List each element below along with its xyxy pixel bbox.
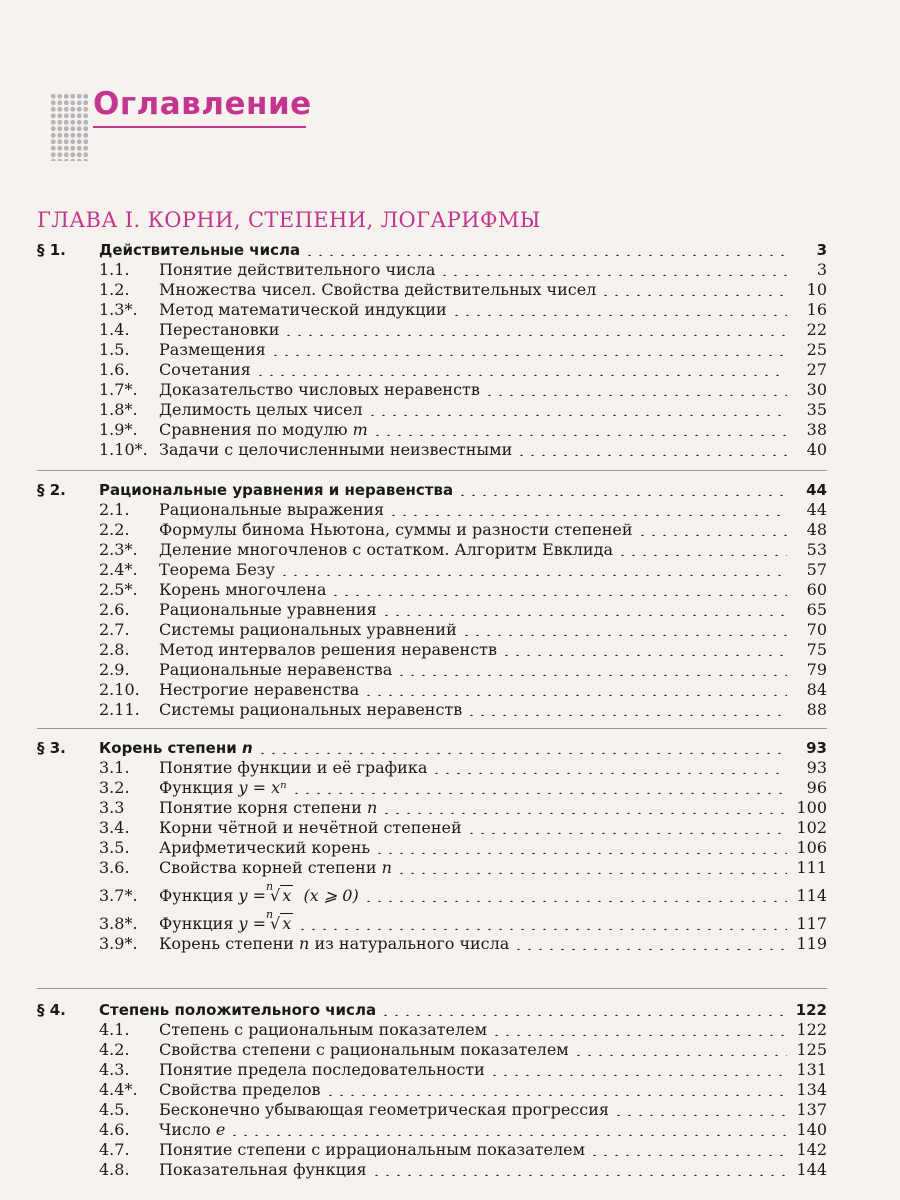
- page-number: 60: [806, 580, 827, 599]
- radicand: x: [282, 914, 292, 933]
- title-text: Множества чисел. Свойства действительных чисел: [159, 280, 597, 299]
- title-text: Арифметический корень: [159, 838, 371, 857]
- dot-leader: [439, 264, 787, 276]
- entry-title: [159, 1120, 225, 1140]
- title-text: Теорема Безу: [159, 560, 275, 579]
- entry-number: 4.1.: [99, 1020, 130, 1039]
- title-text: Рациональные уравнения и неравенства: [99, 481, 454, 499]
- entry-number: 3.3: [99, 798, 125, 817]
- dot-leader: [516, 444, 787, 456]
- entry-number: 4.5.: [99, 1100, 130, 1119]
- page-number: 30: [806, 380, 827, 399]
- entry-title: [159, 908, 293, 934]
- math-expression: n: [381, 858, 392, 877]
- entry-title: [159, 260, 435, 280]
- page-number: 22: [806, 320, 827, 339]
- section-divider: [37, 470, 827, 471]
- entry-title: [159, 340, 266, 360]
- entry-title: [159, 540, 613, 560]
- entry-title: [159, 440, 512, 460]
- entry-number: 4.6.: [99, 1120, 130, 1139]
- radical-index: n: [266, 908, 274, 921]
- entry-number: 3.4.: [99, 818, 130, 837]
- toc-entry[interactable]: [37, 818, 827, 838]
- toc-entry[interactable]: [37, 500, 827, 520]
- section-divider: [37, 988, 827, 989]
- title-text: Делимость целых чисел: [159, 400, 363, 419]
- page-number: 35: [806, 400, 827, 419]
- title-text: Степень положительного числа: [99, 1001, 377, 1019]
- title-text: Метод математической индукции: [159, 300, 447, 319]
- entry-number: 2.7.: [99, 620, 130, 639]
- title-text: Перестановки: [159, 320, 280, 339]
- dot-leader: [396, 862, 787, 874]
- title-text: Понятие функции и её графика: [159, 758, 428, 777]
- radicand: x: [282, 886, 292, 905]
- entry-number: 4.3.: [99, 1060, 130, 1079]
- page-number: 25: [806, 340, 827, 359]
- entry-title: [159, 500, 384, 520]
- page-number: 57: [806, 560, 827, 579]
- dot-leader: [617, 544, 787, 556]
- entry-title: [159, 320, 279, 340]
- entry-number: 2.4*.: [99, 560, 138, 579]
- entry-title: [159, 1160, 367, 1180]
- toc-entry[interactable]: [37, 1100, 827, 1120]
- dot-leader: [573, 1044, 787, 1056]
- dot-leader: [589, 1144, 787, 1156]
- entry-title: [159, 778, 287, 798]
- toc-section: [37, 240, 827, 460]
- page-number: 100: [796, 798, 827, 817]
- toc-entry[interactable]: [37, 660, 827, 680]
- entry-title: [159, 380, 480, 400]
- dot-leader: [367, 404, 787, 416]
- dot-leader: [491, 1024, 787, 1036]
- decorative-dot-grid: [50, 93, 88, 161]
- section-heading[interactable]: [37, 480, 827, 500]
- toc-entry[interactable]: [37, 798, 827, 818]
- toc-entry[interactable]: [37, 934, 827, 954]
- entry-title: [159, 620, 457, 640]
- page-number: 140: [796, 1120, 827, 1139]
- entry-number: 2.1.: [99, 500, 130, 519]
- toc-entry[interactable]: [37, 400, 827, 420]
- section-title: [99, 738, 253, 758]
- page-number: 144: [796, 1160, 827, 1179]
- entry-title: [159, 520, 633, 540]
- page-number: 122: [796, 1020, 827, 1039]
- title-text: Действительные числа: [99, 241, 301, 259]
- dot-leader: [461, 624, 787, 636]
- entry-number: 3.5.: [99, 838, 130, 857]
- toc-entry[interactable]: [37, 420, 827, 440]
- entry-number: 3.6.: [99, 858, 130, 877]
- dot-leader: [283, 324, 787, 336]
- toc-entry[interactable]: [37, 380, 827, 400]
- page-number: 131: [796, 1060, 827, 1079]
- entry-title: [159, 880, 359, 906]
- entry-title: [159, 798, 377, 818]
- title-text: Число: [159, 1120, 211, 1139]
- toc-section: [37, 738, 827, 954]
- entry-title: [159, 400, 363, 420]
- toc-entry[interactable]: [37, 1040, 827, 1060]
- toc-entry[interactable]: [37, 340, 827, 360]
- page-number: 102: [796, 818, 827, 837]
- dot-leader: [431, 762, 787, 774]
- toc-entry[interactable]: [37, 1060, 827, 1080]
- page-number: 134: [796, 1080, 827, 1099]
- title-text: Системы рациональных неравенств: [159, 700, 463, 719]
- title-text: Рациональные неравенства: [159, 660, 393, 679]
- page-number: 142: [796, 1140, 827, 1159]
- title-text: Размещения: [159, 340, 266, 359]
- entry-number: 1.1.: [99, 260, 130, 279]
- dot-leader: [388, 504, 787, 516]
- dot-leader: [291, 782, 787, 794]
- toc-entry[interactable]: [37, 600, 827, 620]
- title-text: Доказательство числовых неравенств: [159, 380, 480, 399]
- page-number: 65: [806, 600, 827, 619]
- entry-title: [159, 1140, 585, 1160]
- page-number: 16: [806, 300, 827, 319]
- title-text: Корень степени: [159, 934, 294, 953]
- title-text: Формулы бинома Ньютона, суммы и разности степеней: [159, 520, 633, 539]
- page-number: 93: [806, 758, 827, 777]
- title-text: Рациональные выражения: [159, 500, 385, 519]
- entry-title: [159, 640, 497, 660]
- title-text: Понятие степени с иррациональным показателем: [159, 1140, 586, 1159]
- section-divider: [37, 728, 827, 729]
- dot-leader: [637, 524, 787, 536]
- page-title: Оглавление: [93, 86, 312, 122]
- dot-leader: [466, 704, 787, 716]
- entry-number: 3.1.: [99, 758, 130, 777]
- entry-number: 2.11.: [99, 700, 140, 719]
- title-text: Функция: [159, 914, 234, 933]
- dot-leader: [374, 842, 787, 854]
- title-text: Сочетания: [159, 360, 251, 379]
- page-number: 111: [796, 858, 827, 877]
- page-number: 3: [816, 260, 827, 279]
- page-number: 93: [806, 739, 827, 757]
- dot-leader: [372, 424, 787, 436]
- page-number: 122: [795, 1001, 827, 1019]
- entry-number: 1.5.: [99, 340, 130, 359]
- title-text: Сравнения по модулю: [159, 420, 348, 439]
- section-number: § 2.: [37, 481, 66, 499]
- title-text: Корень степени: [99, 739, 237, 757]
- entry-title: [159, 758, 427, 778]
- math-expression: y =: [238, 914, 267, 933]
- radical-index: n: [266, 880, 274, 893]
- radical-sign: √: [270, 914, 281, 933]
- toc-entry[interactable]: [37, 878, 827, 906]
- dot-leader: [396, 664, 787, 676]
- dot-leader: [255, 364, 787, 376]
- toc-entry[interactable]: [37, 260, 827, 280]
- entry-number: 1.4.: [99, 320, 130, 339]
- entry-title: [159, 280, 596, 300]
- dot-leader: [257, 742, 787, 754]
- page-number: 70: [806, 620, 827, 639]
- title-text: Корень многочлена: [159, 580, 327, 599]
- page-number: 27: [806, 360, 827, 379]
- toc-entry[interactable]: [37, 640, 827, 660]
- radical-expression: [266, 880, 293, 906]
- toc-entry[interactable]: [37, 1140, 827, 1160]
- section-number: § 4.: [37, 1001, 66, 1019]
- entry-title: [159, 600, 377, 620]
- math-expression: y =: [238, 886, 267, 905]
- entry-number: 3.9*.: [99, 934, 138, 953]
- title-text: Системы рациональных уравнений: [159, 620, 457, 639]
- entry-title: [159, 580, 326, 600]
- condition-text: (x ⩾ 0): [303, 886, 359, 905]
- dot-leader: [363, 890, 787, 902]
- entry-title: [159, 1080, 321, 1100]
- title-text-after: из натурального числа: [314, 934, 510, 953]
- entry-number: 4.8.: [99, 1160, 130, 1179]
- dot-leader: [363, 684, 787, 696]
- entry-number: 2.8.: [99, 640, 130, 659]
- entry-title: [159, 300, 447, 320]
- entry-number: 1.7*.: [99, 380, 138, 399]
- title-text: Функция: [159, 886, 234, 905]
- section-title: [99, 480, 453, 500]
- section-heading[interactable]: [37, 1000, 827, 1020]
- title-text: Понятие корня степени: [159, 798, 362, 817]
- entry-number: 2.6.: [99, 600, 130, 619]
- toc-entry[interactable]: [37, 1020, 827, 1040]
- toc-entry[interactable]: [37, 858, 827, 878]
- entry-number: 2.10.: [99, 680, 140, 699]
- title-text: Корни чётной и нечётной степеней: [159, 818, 462, 837]
- math-expression: n: [366, 798, 378, 817]
- entry-title: [159, 560, 275, 580]
- math-expression: n: [299, 934, 310, 953]
- toc-entry[interactable]: [37, 1160, 827, 1180]
- page-number: 88: [806, 700, 827, 719]
- dot-leader: [381, 604, 787, 616]
- page-number: 137: [796, 1100, 827, 1119]
- entry-title: [159, 360, 251, 380]
- title-text: Задачи с целочисленными неизвестными: [159, 440, 513, 459]
- math-expression: y = xⁿ: [238, 778, 287, 797]
- dot-leader: [484, 384, 787, 396]
- entry-title: [159, 680, 359, 700]
- toc-entry[interactable]: [37, 838, 827, 858]
- entry-title: [159, 818, 462, 838]
- entry-number: 2.3*.: [99, 540, 138, 559]
- section-number: § 1.: [37, 241, 66, 259]
- entry-number: 1.10*.: [99, 440, 148, 459]
- entry-number: 2.2.: [99, 520, 130, 539]
- toc-entry[interactable]: [37, 680, 827, 700]
- toc-entry[interactable]: [37, 360, 827, 380]
- entry-number: 2.5*.: [99, 580, 138, 599]
- toc-entry[interactable]: [37, 778, 827, 798]
- toc-entry[interactable]: [37, 906, 827, 934]
- page-number: 96: [806, 778, 827, 797]
- page-number: 125: [796, 1040, 827, 1059]
- page-number: 40: [806, 440, 827, 459]
- toc-entry[interactable]: [37, 520, 827, 540]
- dot-leader: [613, 1104, 787, 1116]
- toc-entry[interactable]: [37, 620, 827, 640]
- page-number: 79: [806, 660, 827, 679]
- title-underline: [93, 126, 306, 128]
- toc-entry[interactable]: [37, 280, 827, 300]
- dot-leader: [270, 344, 787, 356]
- entry-title: [159, 1020, 487, 1040]
- dot-leader: [600, 284, 787, 296]
- title-text: Нестрогие неравенства: [159, 680, 360, 699]
- title-text: Понятие действительного числа: [159, 260, 436, 279]
- entry-number: 3.8*.: [99, 914, 138, 933]
- entry-title: [159, 858, 392, 878]
- math-expression: n: [241, 739, 253, 757]
- dot-leader: [380, 1004, 787, 1016]
- toc-entry[interactable]: [37, 440, 827, 460]
- entry-title: [159, 934, 509, 954]
- dot-leader: [489, 1064, 787, 1076]
- entry-number: 1.2.: [99, 280, 130, 299]
- title-text: Показательная функция: [159, 1160, 367, 1179]
- dot-leader: [381, 802, 787, 814]
- page-number: 38: [806, 420, 827, 439]
- toc-entry[interactable]: [37, 560, 827, 580]
- math-expression: e: [215, 1120, 226, 1139]
- dot-leader: [304, 244, 787, 256]
- entry-title: [159, 1040, 569, 1060]
- math-expression: m: [352, 420, 368, 439]
- page-number: 84: [806, 680, 827, 699]
- entry-title: [159, 660, 392, 680]
- dot-leader: [513, 938, 787, 950]
- entry-title: [159, 1100, 609, 1120]
- section-number: § 3.: [37, 739, 66, 757]
- dot-leader: [457, 484, 787, 496]
- title-text: Свойства корней степени: [159, 858, 377, 877]
- toc-section: [37, 1000, 827, 1180]
- section-title: [99, 240, 300, 260]
- entry-title: [159, 838, 370, 858]
- title-text: Функция: [159, 778, 234, 797]
- title-text: Свойства степени с рациональным показателем: [159, 1040, 569, 1059]
- entry-number: 1.3*.: [99, 300, 138, 319]
- entry-title: [159, 420, 368, 440]
- dot-leader: [330, 584, 787, 596]
- dot-leader: [297, 918, 787, 930]
- toc-entry[interactable]: [37, 1120, 827, 1140]
- toc-entry[interactable]: [37, 758, 827, 778]
- page-number: 48: [806, 520, 827, 539]
- entry-title: [159, 1060, 485, 1080]
- page-number: 3: [816, 241, 827, 259]
- title-text: Бесконечно убывающая геометрическая прогрессия: [159, 1100, 609, 1119]
- toc-section: [37, 480, 827, 720]
- title-text: Свойства пределов: [159, 1080, 321, 1099]
- entry-number: 1.6.: [99, 360, 130, 379]
- dot-leader: [371, 1164, 787, 1176]
- page-number: 53: [806, 540, 827, 559]
- dot-leader: [325, 1084, 788, 1096]
- entry-number: 4.7.: [99, 1140, 130, 1159]
- entry-number: 4.4*.: [99, 1080, 138, 1099]
- page-number: 44: [806, 500, 827, 519]
- entry-number: 1.9*.: [99, 420, 138, 439]
- toc-entry[interactable]: [37, 540, 827, 560]
- toc-entry[interactable]: [37, 1080, 827, 1100]
- dot-leader: [466, 822, 787, 834]
- radical-sign: √: [270, 886, 281, 905]
- toc-entry[interactable]: [37, 320, 827, 340]
- entry-title: [159, 700, 462, 720]
- entry-number: 3.2.: [99, 778, 130, 797]
- chapter-heading: ГЛАВА I. КОРНИ, СТЕПЕНИ, ЛОГАРИФМЫ: [37, 208, 541, 232]
- dot-leader: [279, 564, 787, 576]
- page-number: 106: [796, 838, 827, 857]
- section-heading[interactable]: [37, 240, 827, 260]
- page-number: 114: [796, 886, 827, 905]
- toc-entry[interactable]: [37, 580, 827, 600]
- dot-leader: [451, 304, 787, 316]
- dot-leader: [229, 1124, 787, 1136]
- entry-number: 4.2.: [99, 1040, 130, 1059]
- page-number: 119: [796, 934, 827, 953]
- toc-entry[interactable]: [37, 300, 827, 320]
- title-text: Деление многочленов с остатком. Алгоритм Евклида: [159, 540, 613, 559]
- entry-number: 3.7*.: [99, 886, 138, 905]
- title-text: Степень с рациональным показателем: [159, 1020, 488, 1039]
- toc-entry[interactable]: [37, 700, 827, 720]
- section-heading[interactable]: [37, 738, 827, 758]
- page-number: 117: [796, 914, 827, 933]
- radical-expression: [266, 908, 293, 934]
- entry-number: 2.9.: [99, 660, 130, 679]
- page-number: 44: [806, 481, 827, 499]
- page-number: 75: [806, 640, 827, 659]
- page-number: 10: [806, 280, 827, 299]
- dot-leader: [501, 644, 787, 656]
- section-title: [99, 1000, 376, 1020]
- title-text: Рациональные уравнения: [159, 600, 377, 619]
- entry-number: 1.8*.: [99, 400, 138, 419]
- title-text: Метод интервалов решения неравенств: [159, 640, 498, 659]
- title-text: Понятие предела последовательности: [159, 1060, 485, 1079]
